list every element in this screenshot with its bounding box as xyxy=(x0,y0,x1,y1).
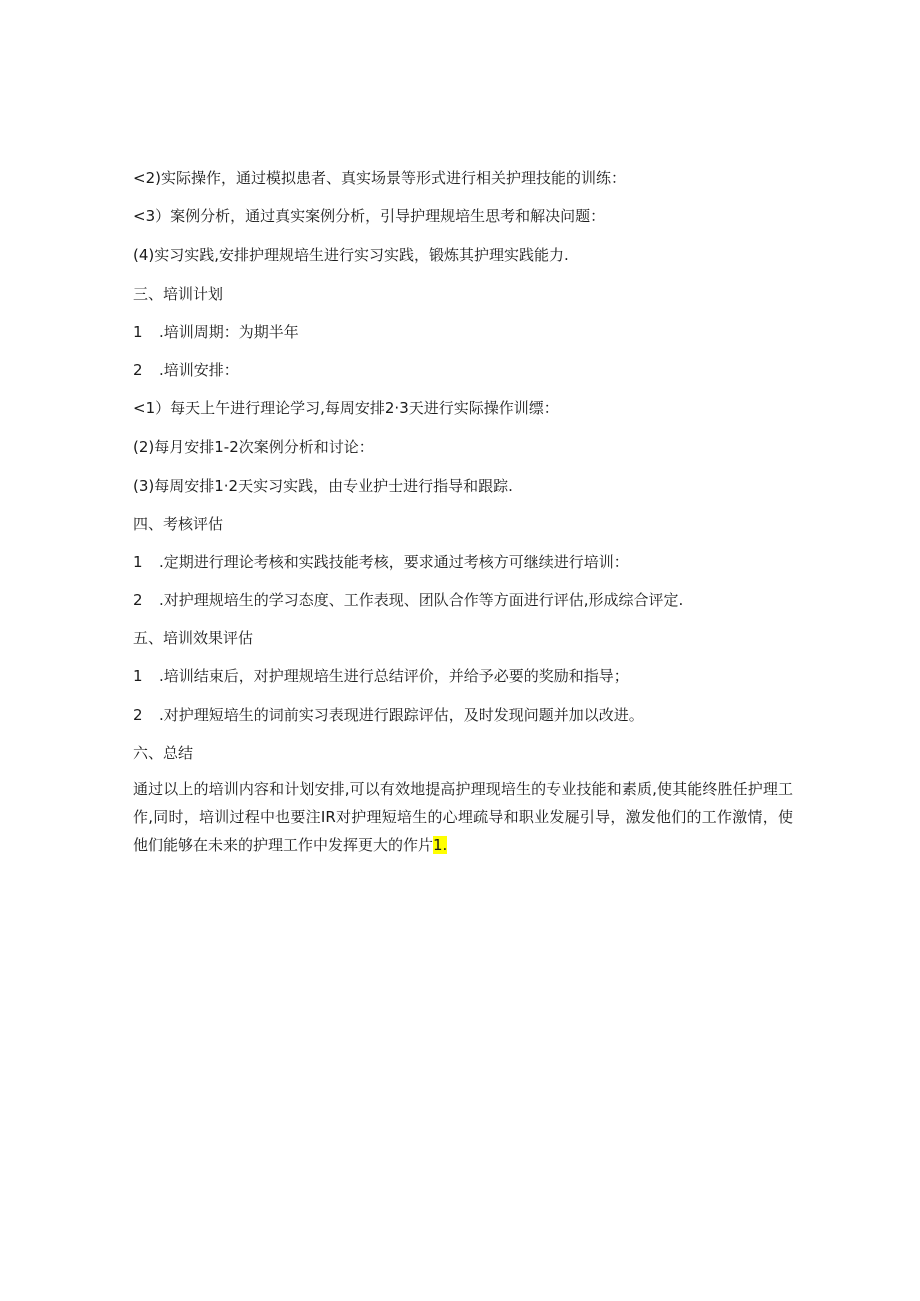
evaluation-item-1 xyxy=(133,666,629,686)
practice-item-3: <3）案例分析，通过真实案例分析，引导护理规培生思考和解决问题： xyxy=(133,207,606,225)
item-number: 2 xyxy=(133,361,143,379)
schedule-item-3: (3)每周安排1·2天实习实践，由专业护士进行指导和跟踪. xyxy=(133,477,513,495)
plan-item-2 xyxy=(133,360,239,380)
item-number: 1 xyxy=(133,667,143,685)
assessment-item-1 xyxy=(133,552,629,572)
item-number: 1 xyxy=(133,323,143,341)
summary-text: 通过以上的培训内容和计划安排,可以有效地提高护理现培生的专业技能和素质,使其能终胜任护理工作,同时，培训过程中也要注IR对护理短培生的心埋疏导和职业发屣引导，激发他们的工作激情，使他们能够在未来的护理工作中发挥更大的作片 xyxy=(133,780,793,854)
item-number: 2 xyxy=(133,706,143,724)
item-text: .培训安排： xyxy=(159,361,239,379)
plan-item-1 xyxy=(133,322,299,342)
schedule-item-1: <1）每天上午进行理论学习,每周安排2·3天进行实际操作训缥： xyxy=(133,399,559,417)
assessment-item-2 xyxy=(133,590,683,610)
item-number: 1 xyxy=(133,553,143,571)
item-text: .对护理短培生的词前实习表现进行跟踪评估，及时发现问题并加以改进。 xyxy=(159,706,644,724)
item-number: 2 xyxy=(133,591,143,609)
section-heading-effect-evaluation: 五、培训效果评估 xyxy=(133,629,254,647)
item-text: .培训结束后，对护理规培生进行总结评价，并给予必要的奖励和指导； xyxy=(159,667,629,685)
highlighted-text: 1. xyxy=(433,836,448,854)
section-heading-training-plan: 三、培训计划 xyxy=(133,285,224,303)
item-text: .对护理规培生的学习态度、工作表现、团队合作等方面进行评估,形成综合评定. xyxy=(159,591,684,609)
schedule-item-2: (2)每月安排1-2次案例分析和讨论： xyxy=(133,438,374,456)
practice-item-4: (4)实习实践,安排护理规培生进行实习实践，锻炼其护理实践能力. xyxy=(133,246,569,264)
item-text: .定期进行理论考核和实践技能考核，要求通过考核方可继续进行培训： xyxy=(159,553,629,571)
evaluation-item-2 xyxy=(133,705,644,725)
practice-item-2: <2)实际操作，通过模拟患者、真实场景等形式进行相关护理技能的训练： xyxy=(133,169,626,187)
item-text: .培训周期：为期半年 xyxy=(159,323,299,341)
section-heading-summary: 六、总结 xyxy=(133,744,194,762)
summary-paragraph xyxy=(133,775,793,859)
section-heading-assessment: 四、考核评估 xyxy=(133,515,224,533)
